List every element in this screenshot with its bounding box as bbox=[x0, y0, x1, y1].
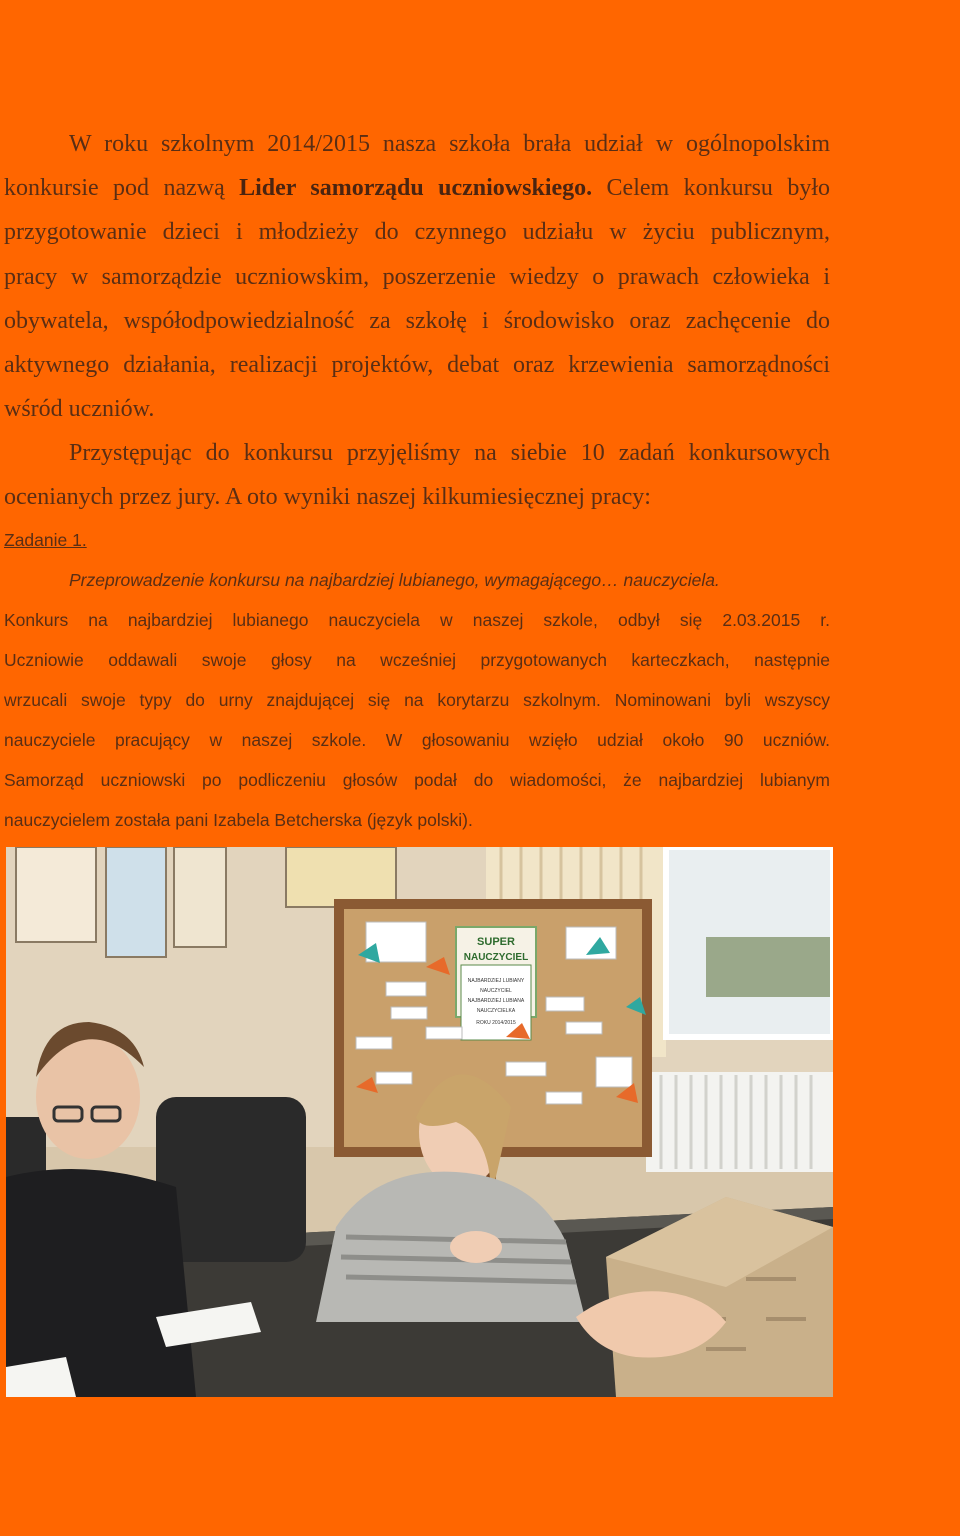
task-line-1: Konkurs na najbardziej lubianego nauczyciela w naszej szkole, odbył się 2.03.2015 r. bbox=[4, 610, 830, 630]
task-line-3: wrzucali swoje typy do urny znajdującej się na korytarzu szkolnym. Nominowani byli wszyscy bbox=[4, 690, 830, 710]
intro-text: konkursie pod nazwą bbox=[4, 175, 240, 201]
intro-line-7: wśród uczniów. bbox=[4, 396, 155, 422]
task-heading: Zadanie 1. bbox=[4, 530, 87, 550]
board-poster-line-2: NAUCZYCIEL bbox=[480, 988, 512, 994]
board-title-2: NAUCZYCIEL bbox=[463, 952, 529, 963]
task-title: Przeprowadzenie konkursu na najbardziej lubianego, wymagającego… nauczyciela. bbox=[69, 570, 720, 590]
contest-name: Lider samorządu uczniowskiego. bbox=[239, 175, 593, 201]
task-line-6: nauczycielem została pani Izabela Betcherska (język polski). bbox=[4, 810, 473, 830]
task-line-5: Samorząd uczniowski po podliczeniu głosów podał do wiadomości, że najbardziej lubianym bbox=[4, 770, 830, 790]
task-line-2: Uczniowie oddawali swoje głosy na wcześniej przygotowanych karteczkach, następnie bbox=[4, 650, 830, 670]
board-title-1: SUPER bbox=[477, 936, 515, 948]
intro-line-2 bbox=[4, 173, 830, 203]
intro-line-3: przygotowanie dzieci i młodzieży do czynnego udziału w życiu publicznym, bbox=[4, 219, 830, 245]
intro-text: Celem konkursu było bbox=[592, 175, 830, 201]
photo-illustration bbox=[6, 847, 833, 1397]
classroom-photo bbox=[6, 847, 833, 1397]
intro-line-9: ocenianych przez jury. A oto wyniki naszej kilkumiesięcznej pracy: bbox=[4, 484, 651, 510]
board-poster-line-3: NAJBARDZIEJ LUBIANA bbox=[467, 998, 525, 1004]
intro-line-5: obywatela, współodpowiedzialność za szkołę i środowisko oraz zachęcenie do bbox=[4, 308, 830, 334]
intro-line-4: pracy w samorządzie uczniowskim, poszerzenie wiedzy o prawach człowieka i bbox=[4, 264, 830, 290]
intro-line-1: W roku szkolnym 2014/2015 nasza szkoła brała udział w ogólnopolskim bbox=[69, 131, 830, 157]
board-poster-line-4: NAUCZYCIELKA bbox=[476, 1008, 516, 1014]
board-poster-line-5: ROKU 2014/2015 bbox=[476, 1020, 516, 1026]
board-poster-line-1: NAJBARDZIEJ LUBIANY bbox=[467, 978, 525, 984]
intro-line-6: aktywnego działania, realizacji projektów, debat oraz krzewienia samorządności bbox=[4, 352, 830, 378]
task-line-4: nauczyciele pracujący w naszej szkole. W głosowaniu wzięło udział około 90 uczniów. bbox=[4, 730, 830, 750]
intro-line-8: Przystępując do konkursu przyjęliśmy na siebie 10 zadań konkursowych bbox=[69, 440, 830, 466]
